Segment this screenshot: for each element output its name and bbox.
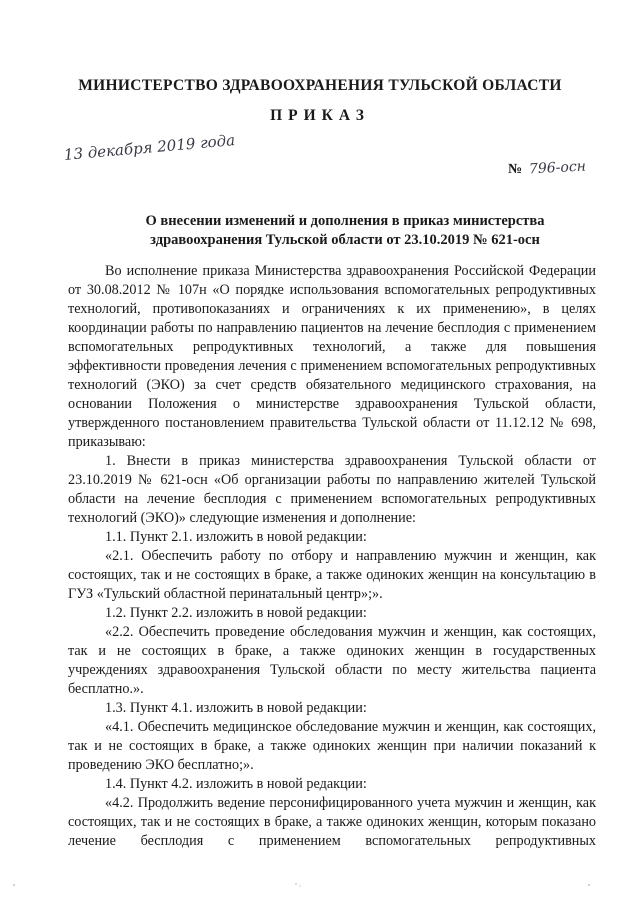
subject-line-2: здравоохранения Тульской области от 23.10.2019 № 621-осн	[150, 232, 540, 248]
subject-line-1: О внесении изменений и дополнения в приказ министерства	[145, 213, 545, 229]
item-2-1-text: «2.1. Обеспечить работу по отбору и направлению мужчин и женщин, как состоящих, так и не состоящих в браке, а также одиноких женщин на консультацию в ГУЗ «Тульский областной перинатальный центр»;».	[68, 548, 596, 602]
order-title: ПРИКАЗ	[270, 107, 370, 124]
item-1-2-heading: 1.2. Пункт 2.2. изложить в новой редакции:	[105, 605, 367, 621]
item-1-paragraph: 1. Внести в приказ министерства здравоохранения Тульской области от 23.10.2019 № 621-осн «Об организации работы по направлению жителей Тульской области на лечение бесплодия с применением вспомогательных репродуктивных технологий (ЭКО)» следующие изменения и дополнение:	[68, 453, 596, 526]
order-number-label: №	[508, 162, 523, 177]
item-4-1-text: «4.1. Обеспечить медицинское обследование мужчин и женщин, как состоящих, так и не состоящих в браке, а также одиноких женщин при наличии показаний к проведению ЭКО бесплатно;».	[68, 719, 596, 773]
item-1-1-heading: 1.1. Пункт 2.1. изложить в новой редакции:	[105, 529, 367, 545]
order-body	[68, 262, 596, 851]
preamble-paragraph: Во исполнение приказа Министерства здравоохранения Российской Федерации от 30.08.2012 № 107н «О порядке использования вспомогательных репродуктивных технологий, противопоказаниях и ограничениях к их применению», в целях координации работы по направлению пациентов на лечение бесплодия с применением вспомогательных репродуктивных технологий, а также для повышения эффективности проведения лечения с применением вспомогательных репродуктивных технологий (ЭКО) за счет средств обязательного медицинского страхования, на основании Положения о министерстве здравоохранения Тульской области, утвержденного постановлением правительства Тульской области от 11.12.12 № 698, приказываю:	[68, 263, 596, 450]
handwritten-order-number: 796-осн	[528, 158, 587, 178]
order-subject	[110, 212, 580, 250]
item-4-2-text: «4.2. Продолжить ведение персонифицированного учета мужчин и женщин, как состоящих, так и не состоящих в браке, а также одиноких женщин, которым показано лечение бесплодия с применением вспомогательных репродуктивных	[68, 795, 596, 849]
scan-specks	[0, 880, 640, 890]
handwritten-date: 13 декабря 2019 года	[63, 131, 236, 164]
ministry-heading: МИНИСТЕРСТВО ЗДРАВООХРАНЕНИЯ ТУЛЬСКОЙ ОБЛАСТИ	[78, 77, 562, 94]
item-1-4-heading: 1.4. Пункт 4.2. изложить в новой редакции:	[105, 776, 367, 792]
item-2-2-text: «2.2. Обеспечить проведение обследования мужчин и женщин, как состоящих, так и не состоящих в браке, а также одиноких женщин в государственных учреждениях здравоохранения Тульской области по месту жительства пациента бесплатно.».	[68, 624, 596, 697]
item-1-3-heading: 1.3. Пункт 4.1. изложить в новой редакции:	[105, 700, 367, 716]
